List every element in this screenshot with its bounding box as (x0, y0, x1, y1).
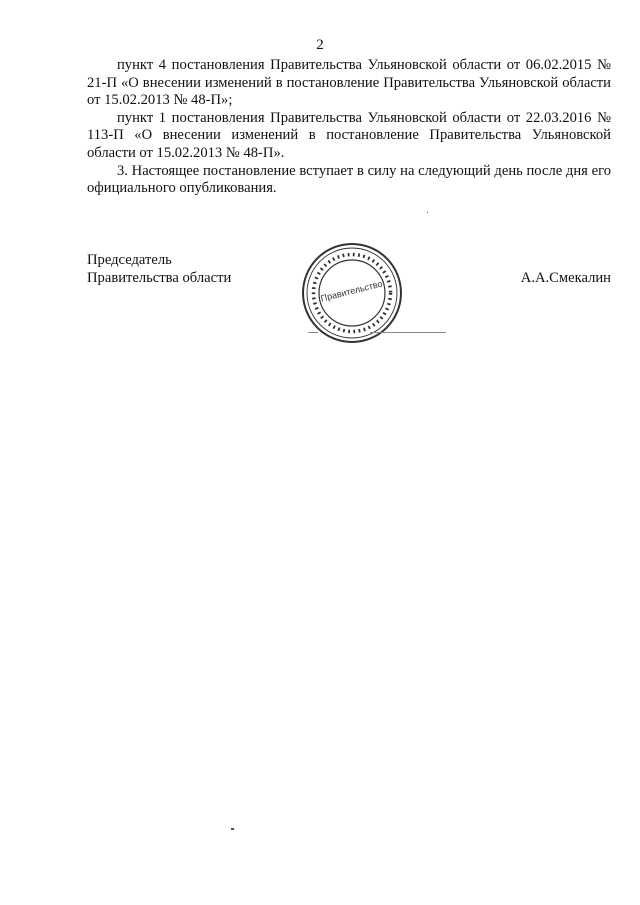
scan-artifact (231, 828, 234, 830)
scan-artifact (427, 212, 428, 213)
paragraph-item-4: пункт 4 постановления Правительства Ульяновской области от 06.02.2015 № 21-П «О внесении изменений в постановление Правительства Ульяновской области от 15.02.2013 № 48-П»; (87, 57, 611, 109)
underline-segment (308, 332, 318, 333)
signatory-title-line-1: Председатель (87, 252, 172, 268)
official-seal-icon (300, 241, 404, 345)
document-body (87, 57, 611, 198)
signatory-name: А.А.Смекалин (520, 270, 611, 286)
underline-segment (370, 332, 446, 333)
paragraph-item-1: пункт 1 постановления Правительства Ульяновской области от 22.03.2016 № 113-П «О внесении изменений в постановление Правительства Ульяновской области от 15.02.2013 № 48-П». (87, 109, 611, 161)
seal-center-text: Правительство (319, 278, 384, 304)
paragraph-effective-date: 3. Настоящее постановление вступает в силу на следующий день после дня его официального опубликования. (87, 162, 611, 197)
page-number: 2 (316, 37, 324, 53)
signatory-title-line-2: Правительства области (87, 270, 232, 286)
signatory-title (87, 251, 231, 287)
signature-block (87, 251, 611, 341)
